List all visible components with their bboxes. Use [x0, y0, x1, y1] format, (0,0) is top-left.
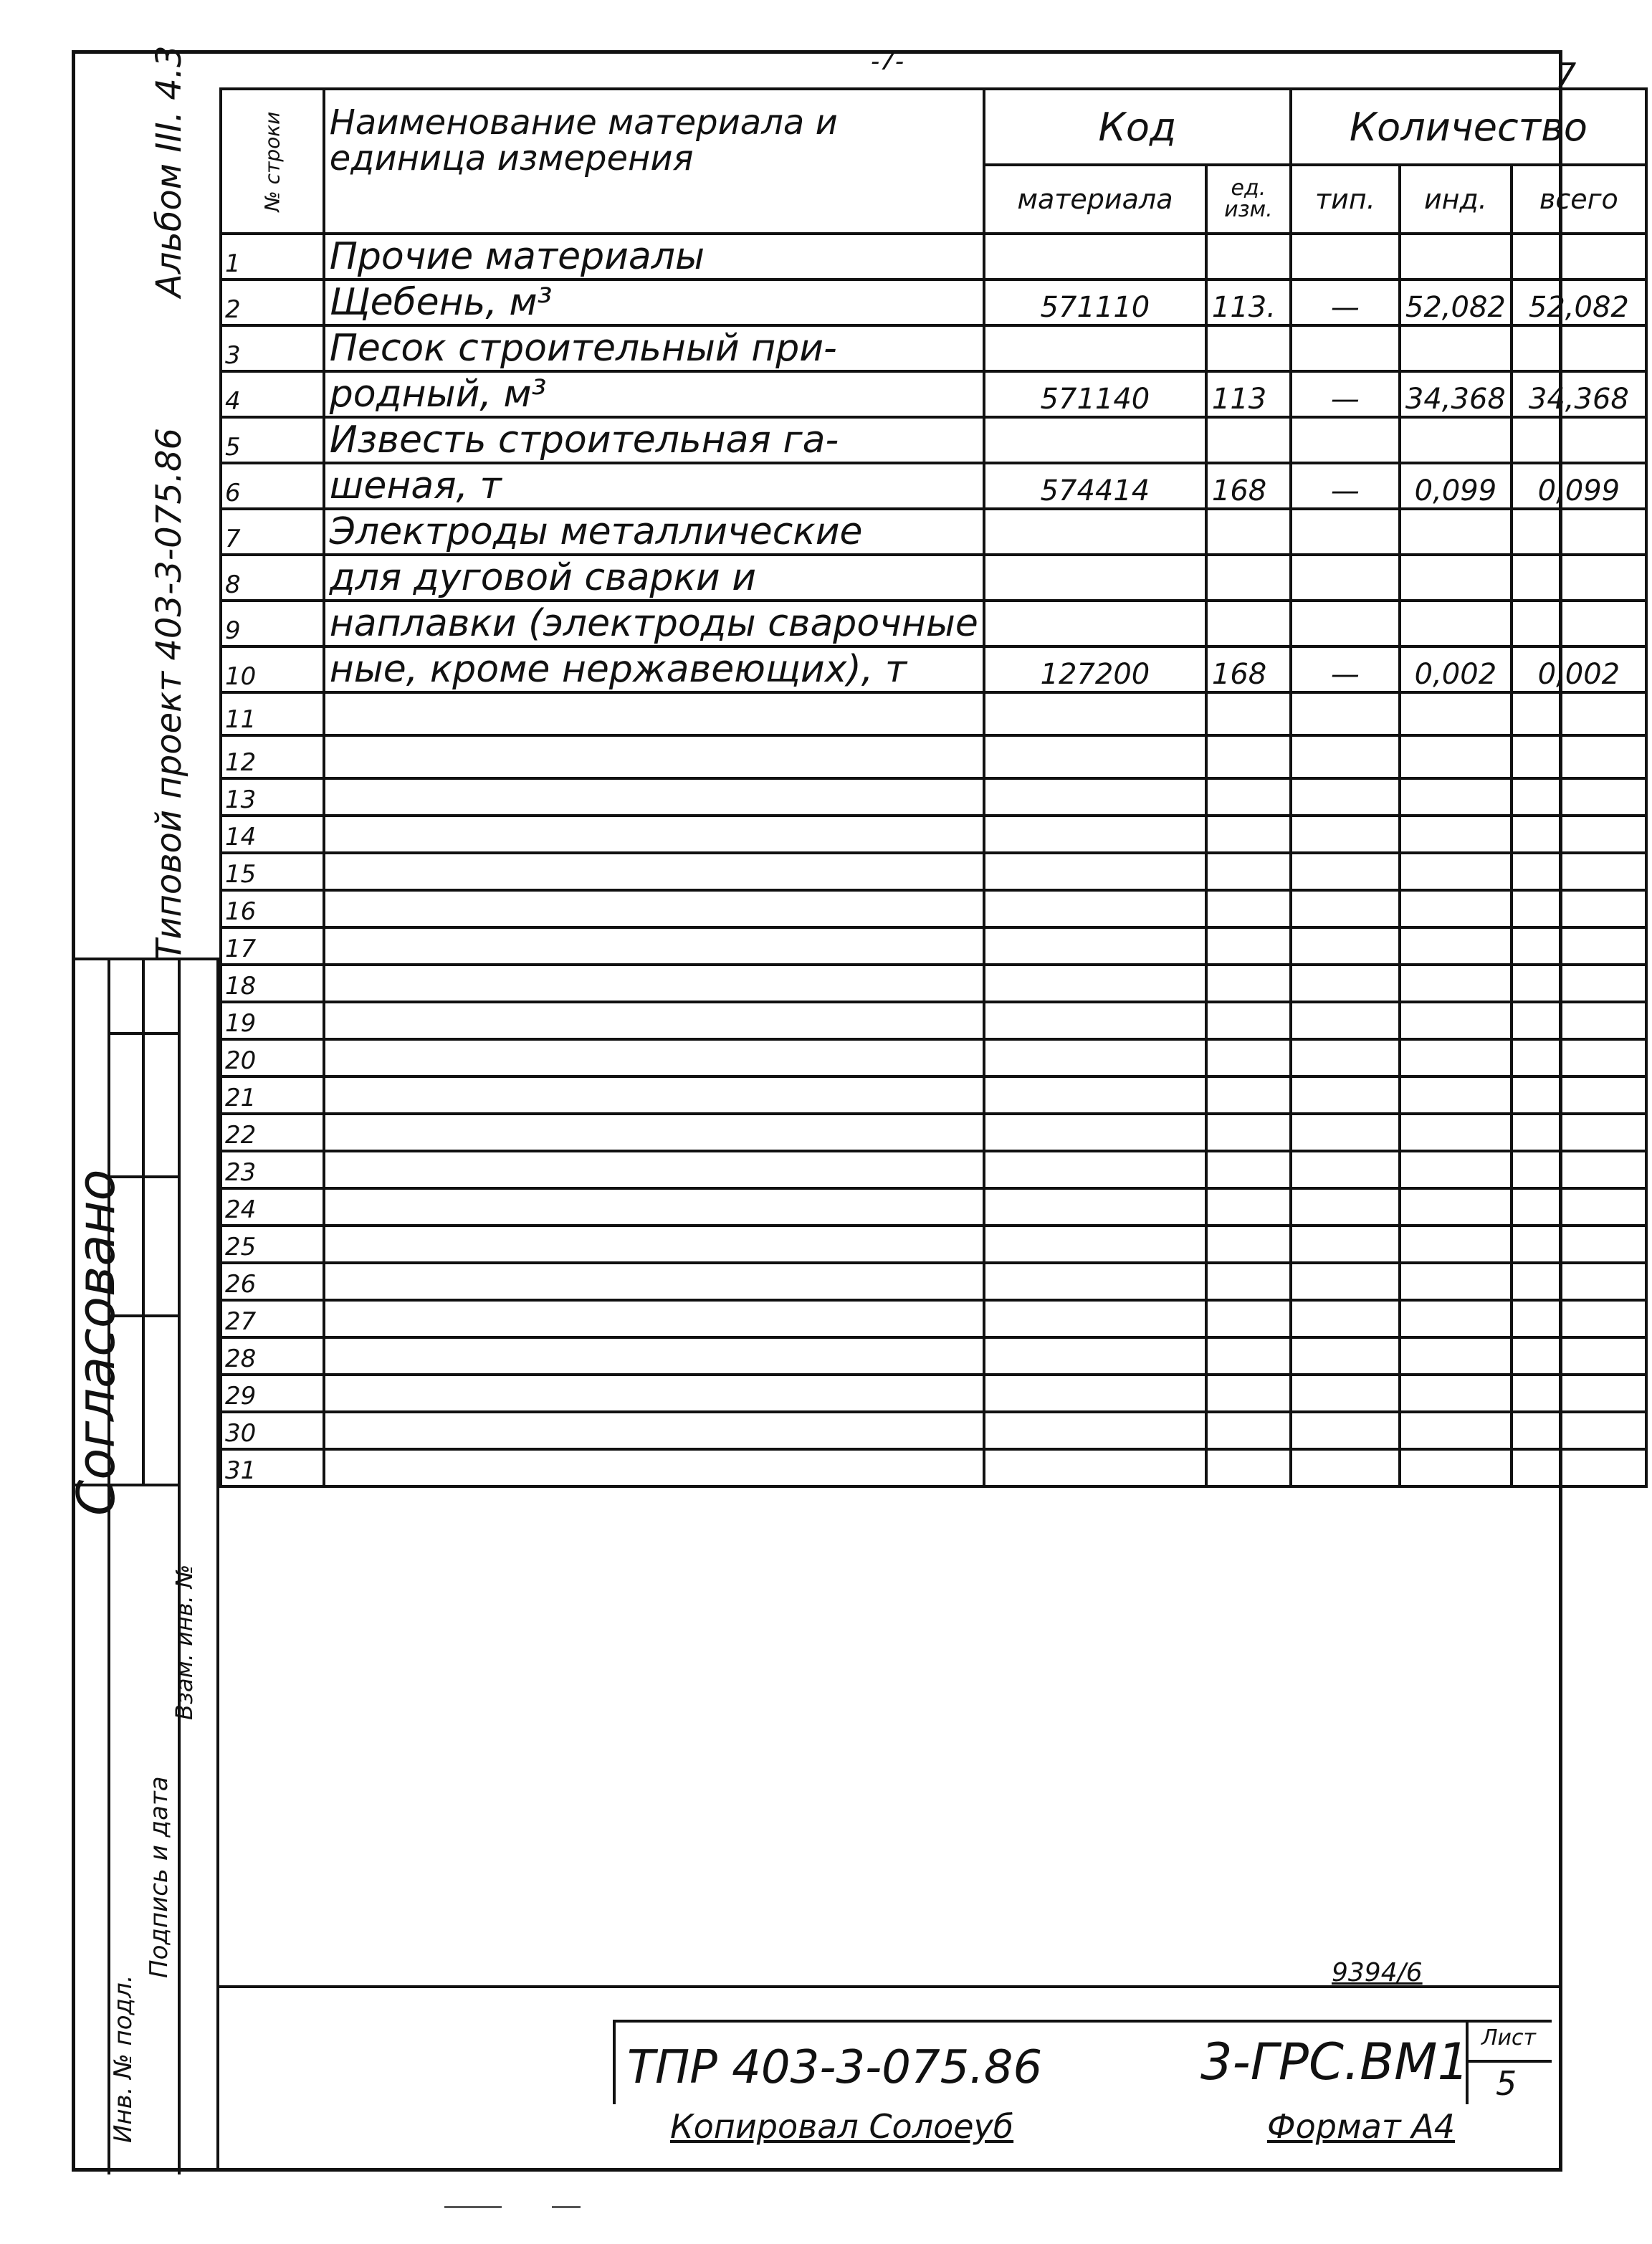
table-row — [221, 1114, 1646, 1151]
material-code — [984, 1114, 1206, 1151]
qty-type — [1291, 1002, 1400, 1039]
table-row — [221, 463, 1646, 509]
material-name — [324, 692, 984, 735]
material-name — [324, 1114, 984, 1151]
header-name: Наименование материала и единица измерения — [324, 89, 984, 234]
table-row — [221, 1226, 1646, 1263]
qty-total: 0,099 — [1512, 463, 1646, 509]
material-name — [324, 1263, 984, 1300]
row-number: 23 — [221, 1151, 324, 1188]
material-name — [324, 1375, 984, 1412]
agreed-label: Согласовано — [66, 1169, 126, 1516]
material-name: Прочие материалы — [324, 234, 984, 280]
qty-total — [1512, 853, 1646, 890]
qty-ind: 34,368 — [1400, 371, 1512, 417]
table-row — [221, 816, 1646, 853]
unit-code — [1206, 1263, 1291, 1300]
table-row — [221, 1076, 1646, 1114]
qty-type — [1291, 1226, 1400, 1263]
qty-total — [1512, 1337, 1646, 1375]
material-code — [984, 1188, 1206, 1226]
qty-type — [1291, 853, 1400, 890]
copied-by: Копировал Солоеуб — [670, 2107, 1014, 2146]
row-number: 27 — [221, 1300, 324, 1337]
qty-type — [1291, 1449, 1400, 1486]
row-number: 30 — [221, 1412, 324, 1449]
row-number: 15 — [221, 853, 324, 890]
qty-ind — [1400, 1300, 1512, 1337]
material-code — [984, 735, 1206, 778]
row-number: 17 — [221, 927, 324, 965]
qty-ind — [1400, 325, 1512, 371]
material-code — [984, 1076, 1206, 1114]
unit-code — [1206, 509, 1291, 555]
qty-type — [1291, 325, 1400, 371]
inventory-number: 9394/6 — [1332, 1958, 1423, 1987]
qty-type — [1291, 735, 1400, 778]
material-name: шеная, т — [324, 463, 984, 509]
material-code — [984, 601, 1206, 646]
table-row — [221, 509, 1646, 555]
unit-code — [1206, 1226, 1291, 1263]
row-number: 26 — [221, 1263, 324, 1300]
row-number: 13 — [221, 778, 324, 816]
material-code — [984, 1226, 1206, 1263]
qty-ind: 0,099 — [1400, 463, 1512, 509]
table-row — [221, 601, 1646, 646]
qty-ind — [1400, 601, 1512, 646]
table-row — [221, 555, 1646, 601]
qty-total — [1512, 1263, 1646, 1300]
material-code — [984, 692, 1206, 735]
header-row-no: № строки — [221, 89, 324, 234]
material-name — [324, 778, 984, 816]
qty-ind — [1400, 1039, 1512, 1076]
page-number: -7- — [871, 47, 904, 76]
header-qty-ind: инд. — [1400, 165, 1512, 234]
qty-ind — [1400, 1076, 1512, 1114]
row-number: 19 — [221, 1002, 324, 1039]
row-number: 7 — [221, 509, 324, 555]
table-row — [221, 417, 1646, 463]
material-code — [984, 1151, 1206, 1188]
material-name — [324, 1151, 984, 1188]
row-number: 2 — [221, 280, 324, 325]
qty-total — [1512, 890, 1646, 927]
table-row — [221, 965, 1646, 1002]
material-code — [984, 778, 1206, 816]
table-row — [221, 234, 1646, 280]
qty-type — [1291, 1188, 1400, 1226]
unit-code — [1206, 1002, 1291, 1039]
qty-total — [1512, 1300, 1646, 1337]
material-name — [324, 1076, 984, 1114]
qty-type — [1291, 890, 1400, 927]
qty-total — [1512, 778, 1646, 816]
unit-code — [1206, 816, 1291, 853]
qty-ind — [1400, 1263, 1512, 1300]
unit-code — [1206, 1375, 1291, 1412]
table-row — [221, 1337, 1646, 1375]
header-qty-type: тип. — [1291, 165, 1400, 234]
table-row — [221, 1151, 1646, 1188]
qty-total — [1512, 1076, 1646, 1114]
row-number: 10 — [221, 646, 324, 692]
qty-ind — [1400, 1151, 1512, 1188]
qty-total: 0,002 — [1512, 646, 1646, 692]
material-code — [984, 509, 1206, 555]
material-name — [324, 965, 984, 1002]
qty-ind — [1400, 1412, 1512, 1449]
unit-code — [1206, 927, 1291, 965]
material-code — [984, 965, 1206, 1002]
row-number: 24 — [221, 1188, 324, 1226]
qty-type — [1291, 509, 1400, 555]
qty-total — [1512, 1151, 1646, 1188]
header-code-unit: ед. изм. — [1206, 165, 1291, 234]
sign-date-label: Подпись и дата — [145, 1776, 173, 1978]
material-name — [324, 1300, 984, 1337]
table-row — [221, 890, 1646, 927]
table-row — [221, 646, 1646, 692]
qty-total: 52,082 — [1512, 280, 1646, 325]
corner-number: 7 — [1555, 56, 1577, 95]
material-name — [324, 927, 984, 965]
qty-ind — [1400, 509, 1512, 555]
table-row — [221, 280, 1646, 325]
qty-type — [1291, 1151, 1400, 1188]
unit-code — [1206, 1337, 1291, 1375]
qty-type: — — [1291, 463, 1400, 509]
material-code — [984, 1375, 1206, 1412]
material-code: 571110 — [984, 280, 1206, 325]
qty-ind — [1400, 1375, 1512, 1412]
qty-ind — [1400, 1188, 1512, 1226]
album-label: Альбом III. 4.3 — [149, 45, 189, 297]
unit-code: 113 — [1206, 371, 1291, 417]
table-row — [221, 1412, 1646, 1449]
material-name: Щебень, м³ — [324, 280, 984, 325]
qty-type — [1291, 1076, 1400, 1114]
unit-code — [1206, 1449, 1291, 1486]
unit-code — [1206, 234, 1291, 280]
vzam-inv-label: Взам. инв. № — [171, 1564, 198, 1720]
table-row — [221, 692, 1646, 735]
qty-type — [1291, 1039, 1400, 1076]
qty-ind — [1400, 735, 1512, 778]
material-code — [984, 1300, 1206, 1337]
row-number: 6 — [221, 463, 324, 509]
header-qty-total: всего — [1512, 165, 1646, 234]
row-number: 28 — [221, 1337, 324, 1375]
qty-total — [1512, 965, 1646, 1002]
table-row — [221, 735, 1646, 778]
row-number: 8 — [221, 555, 324, 601]
sheet-label: Лист — [1481, 2025, 1537, 2050]
unit-code — [1206, 417, 1291, 463]
row-number: 11 — [221, 692, 324, 735]
table-row — [221, 778, 1646, 816]
qty-type — [1291, 816, 1400, 853]
material-name — [324, 1449, 984, 1486]
qty-ind — [1400, 890, 1512, 927]
material-name — [324, 1337, 984, 1375]
material-code — [984, 1449, 1206, 1486]
qty-ind — [1400, 927, 1512, 965]
material-code — [984, 890, 1206, 927]
material-code — [984, 1039, 1206, 1076]
row-number: 29 — [221, 1375, 324, 1412]
qty-total — [1512, 325, 1646, 371]
qty-type — [1291, 778, 1400, 816]
unit-code — [1206, 965, 1291, 1002]
row-number: 21 — [221, 1076, 324, 1114]
header-code: Код — [984, 89, 1291, 165]
qty-ind — [1400, 965, 1512, 1002]
unit-code: 168 — [1206, 463, 1291, 509]
qty-ind — [1400, 778, 1512, 816]
material-name: ные, кроме нержавеющих), т — [324, 646, 984, 692]
doc-code: 3-ГРС.ВМ1 — [1200, 2033, 1470, 2091]
unit-code — [1206, 853, 1291, 890]
qty-total — [1512, 1412, 1646, 1449]
qty-type — [1291, 1375, 1400, 1412]
row-number: 5 — [221, 417, 324, 463]
table-row — [221, 853, 1646, 890]
table-row — [221, 371, 1646, 417]
row-number: 18 — [221, 965, 324, 1002]
qty-type — [1291, 234, 1400, 280]
qty-total: 34,368 — [1512, 371, 1646, 417]
qty-total — [1512, 1226, 1646, 1263]
qty-ind — [1400, 1226, 1512, 1263]
qty-ind — [1400, 1337, 1512, 1375]
qty-total — [1512, 234, 1646, 280]
qty-type — [1291, 1263, 1400, 1300]
material-code — [984, 927, 1206, 965]
sheet-number: 5 — [1496, 2064, 1517, 2103]
qty-total — [1512, 601, 1646, 646]
material-code — [984, 1002, 1206, 1039]
material-code: 571140 — [984, 371, 1206, 417]
qty-ind — [1400, 816, 1512, 853]
scan-mark — [444, 2206, 502, 2208]
scan-mark — [552, 2206, 581, 2208]
qty-total — [1512, 816, 1646, 853]
material-code: 127200 — [984, 646, 1206, 692]
unit-code — [1206, 325, 1291, 371]
project-label: Типовой проект 403-3-075.86 — [149, 427, 189, 960]
qty-ind — [1400, 692, 1512, 735]
qty-total — [1512, 1114, 1646, 1151]
qty-type — [1291, 1412, 1400, 1449]
material-code — [984, 325, 1206, 371]
qty-ind — [1400, 234, 1512, 280]
qty-ind — [1400, 1002, 1512, 1039]
qty-type — [1291, 1114, 1400, 1151]
row-number: 16 — [221, 890, 324, 927]
qty-ind — [1400, 417, 1512, 463]
qty-total — [1512, 1039, 1646, 1076]
qty-type — [1291, 1300, 1400, 1337]
table-row — [221, 927, 1646, 965]
title-stamp — [613, 2020, 1552, 2104]
qty-total — [1512, 1188, 1646, 1226]
table-row — [221, 1188, 1646, 1226]
header-quantity: Количество — [1291, 89, 1646, 165]
material-name: Песок строительный при- — [324, 325, 984, 371]
unit-code — [1206, 1412, 1291, 1449]
unit-code: 168 — [1206, 646, 1291, 692]
qty-type — [1291, 555, 1400, 601]
qty-ind: 0,002 — [1400, 646, 1512, 692]
qty-total — [1512, 1002, 1646, 1039]
row-number: 22 — [221, 1114, 324, 1151]
project-code: ТПР 403-3-075.86 — [627, 2041, 1043, 2094]
qty-type: — — [1291, 280, 1400, 325]
qty-type — [1291, 692, 1400, 735]
row-number: 25 — [221, 1226, 324, 1263]
qty-total — [1512, 735, 1646, 778]
material-name — [324, 1226, 984, 1263]
material-code — [984, 417, 1206, 463]
material-name: Известь строительная га- — [324, 417, 984, 463]
qty-total — [1512, 692, 1646, 735]
material-name — [324, 1188, 984, 1226]
unit-code — [1206, 1039, 1291, 1076]
row-number: 3 — [221, 325, 324, 371]
material-name — [324, 1412, 984, 1449]
material-name — [324, 890, 984, 927]
qty-total — [1512, 927, 1646, 965]
unit-code — [1206, 1076, 1291, 1114]
material-name — [324, 816, 984, 853]
row-number: 4 — [221, 371, 324, 417]
unit-code — [1206, 778, 1291, 816]
qty-type — [1291, 417, 1400, 463]
table-row — [221, 1300, 1646, 1337]
material-name: наплавки (электроды сварочные — [324, 601, 984, 646]
table-row — [221, 1002, 1646, 1039]
qty-ind — [1400, 853, 1512, 890]
table-row — [221, 1375, 1646, 1412]
material-code — [984, 234, 1206, 280]
unit-code — [1206, 1300, 1291, 1337]
qty-type — [1291, 601, 1400, 646]
unit-code — [1206, 692, 1291, 735]
qty-type — [1291, 965, 1400, 1002]
table-row — [221, 1039, 1646, 1076]
qty-type: — — [1291, 646, 1400, 692]
material-name — [324, 735, 984, 778]
material-code — [984, 1263, 1206, 1300]
qty-total — [1512, 509, 1646, 555]
unit-code — [1206, 1151, 1291, 1188]
material-code: 574414 — [984, 463, 1206, 509]
material-code — [984, 555, 1206, 601]
material-name: Электроды металлические — [324, 509, 984, 555]
material-code — [984, 853, 1206, 890]
qty-total — [1512, 1449, 1646, 1486]
unit-code — [1206, 1188, 1291, 1226]
qty-type — [1291, 1337, 1400, 1375]
qty-type: — — [1291, 371, 1400, 417]
unit-code — [1206, 601, 1291, 646]
inv-podl-label: Инв. № подл. — [109, 1975, 138, 2143]
qty-total — [1512, 555, 1646, 601]
material-name — [324, 853, 984, 890]
material-name — [324, 1002, 984, 1039]
row-number: 12 — [221, 735, 324, 778]
table-row — [221, 325, 1646, 371]
qty-total — [1512, 417, 1646, 463]
material-code — [984, 1337, 1206, 1375]
table-row — [221, 1263, 1646, 1300]
row-number: 31 — [221, 1449, 324, 1486]
material-code — [984, 1412, 1206, 1449]
row-number: 14 — [221, 816, 324, 853]
qty-type — [1291, 927, 1400, 965]
material-name — [324, 1039, 984, 1076]
format-label: Формат А4 — [1267, 2107, 1455, 2146]
unit-code — [1206, 555, 1291, 601]
qty-ind — [1400, 1114, 1512, 1151]
material-name: родный, м³ — [324, 371, 984, 417]
row-number: 9 — [221, 601, 324, 646]
material-name: для дуговой сварки и — [324, 555, 984, 601]
unit-code — [1206, 735, 1291, 778]
qty-ind — [1400, 555, 1512, 601]
material-code — [984, 816, 1206, 853]
unit-code — [1206, 1114, 1291, 1151]
unit-code: 113. — [1206, 280, 1291, 325]
row-number: 20 — [221, 1039, 324, 1076]
qty-ind — [1400, 1449, 1512, 1486]
unit-code — [1206, 890, 1291, 927]
header-code-material: материала — [984, 165, 1206, 234]
materials-table — [219, 87, 1648, 1488]
qty-ind: 52,082 — [1400, 280, 1512, 325]
row-number: 1 — [221, 234, 324, 280]
qty-total — [1512, 1375, 1646, 1412]
table-row — [221, 1449, 1646, 1486]
